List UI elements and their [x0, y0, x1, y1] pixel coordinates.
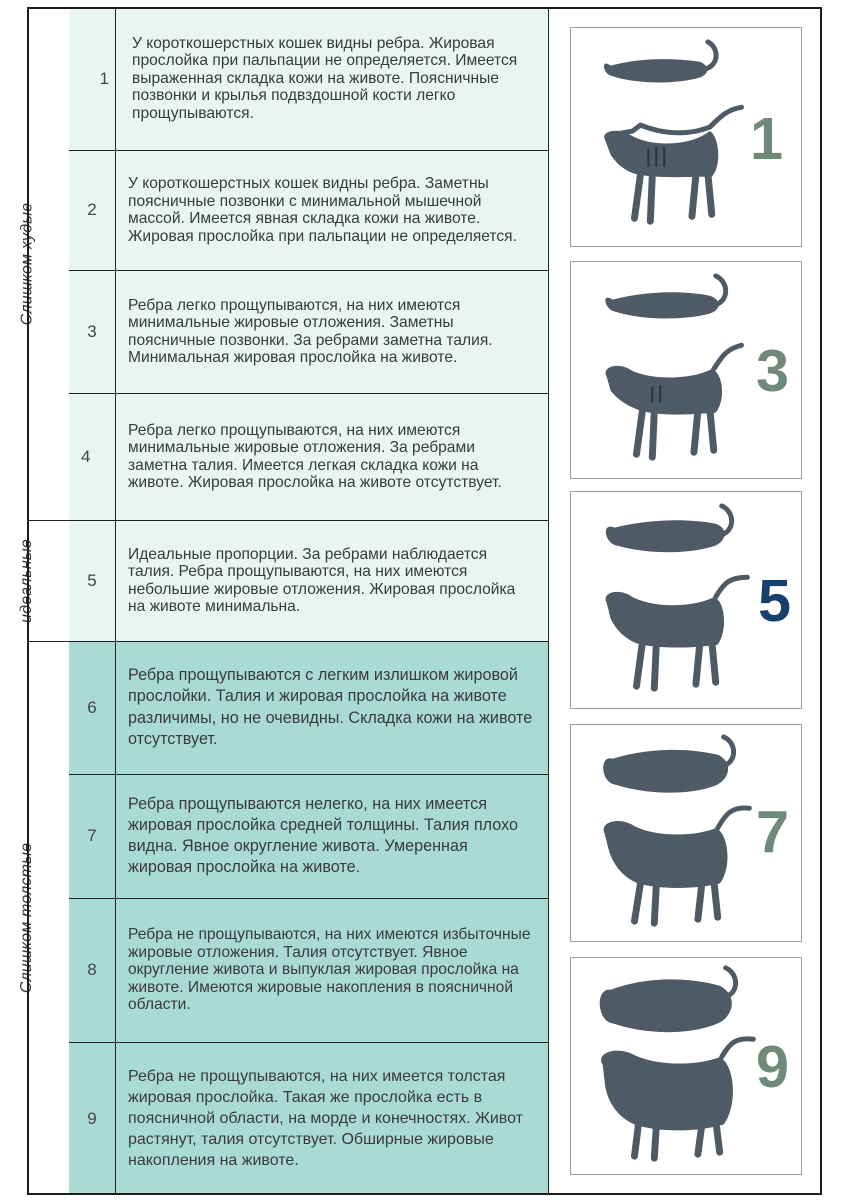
- row-number: 1: [69, 7, 116, 150]
- row-number: 2: [69, 150, 116, 270]
- row-number: 4: [69, 393, 116, 520]
- row-number: 5: [69, 520, 116, 641]
- row-description: У короткошерстных кошек видны ребра. Заметны поясничные позвонки с минимальной мышечной массой. Имеется явная складка кожи на животе. Жировая прослойка при пальпации не определяется.: [116, 150, 549, 270]
- card-number: 5: [757, 566, 792, 634]
- row-description: Ребра легко прощупываются, на них имеются минимальные жировые отложения. Заметны поясничные позвонки. За ребрами заметна талия. Минимальная жировая прослойка на животе.: [116, 270, 549, 393]
- card-number: 3: [755, 336, 790, 404]
- row-number: 3: [69, 270, 116, 393]
- group-label: идеальные: [18, 538, 35, 623]
- row-description: У короткошерстных кошек видны ребра. Жировая прослойка при пальпации не определяется. Имеется выраженная складка кожи на животе. Поясничные позвонки и крылья подвздошной кости легко прощупываются.: [116, 7, 549, 150]
- row-number: 6: [69, 641, 116, 774]
- row-description: Ребра прощупываются с легким излишком жировой прослойки. Талия и жировая прослойка на животе различимы, но не очевидны. Складка кожи на животе отсутствует.: [116, 641, 549, 774]
- group-label: Слишком худые: [18, 202, 35, 325]
- row-number: 7: [69, 774, 116, 898]
- row-description: Ребра не прощупываются, на них имеется толстая жировая прослойка. Такая же прослойка есть в поясничной области, на морде и конечностях. Живот растянут, талия отсутствует. Обширные жировые накопления на животе.: [116, 1042, 549, 1195]
- outer-frame: [27, 7, 822, 1195]
- row-number: 8: [69, 898, 116, 1042]
- row-description: Ребра прощупываются нелегко, на них имеется жировая прослойка средней толщины. Талия плохо видна. Явное округление живота. Умеренная жировая прослойка на животе.: [116, 774, 549, 898]
- group-label: Слишком толстые: [18, 842, 35, 994]
- card-number: 1: [750, 104, 784, 172]
- row-number: 9: [69, 1042, 116, 1195]
- row-description: Ребра не прощупываются, на них имеются избыточные жировые отложения. Талия отсутствует. Явное округление живота и выпуклая жировая прослойка на животе. Имеются жировые накопления в поясничной области.: [116, 898, 549, 1042]
- card-number: 7: [755, 797, 790, 865]
- row-description: Ребра легко прощупываются, на них имеются минимальные жировые отложения. За ребрами заметна талия. Имеется легкая складка кожи на животе. Жировая прослойка на животе отсутствует.: [116, 393, 549, 520]
- card-number: 9: [755, 1032, 790, 1100]
- row-description: Идеальные пропорции. За ребрами наблюдается талия. Ребра прощупываются, на них имеются небольшие жировые отложения. Жировая прослойка на животе минимальна.: [116, 520, 549, 641]
